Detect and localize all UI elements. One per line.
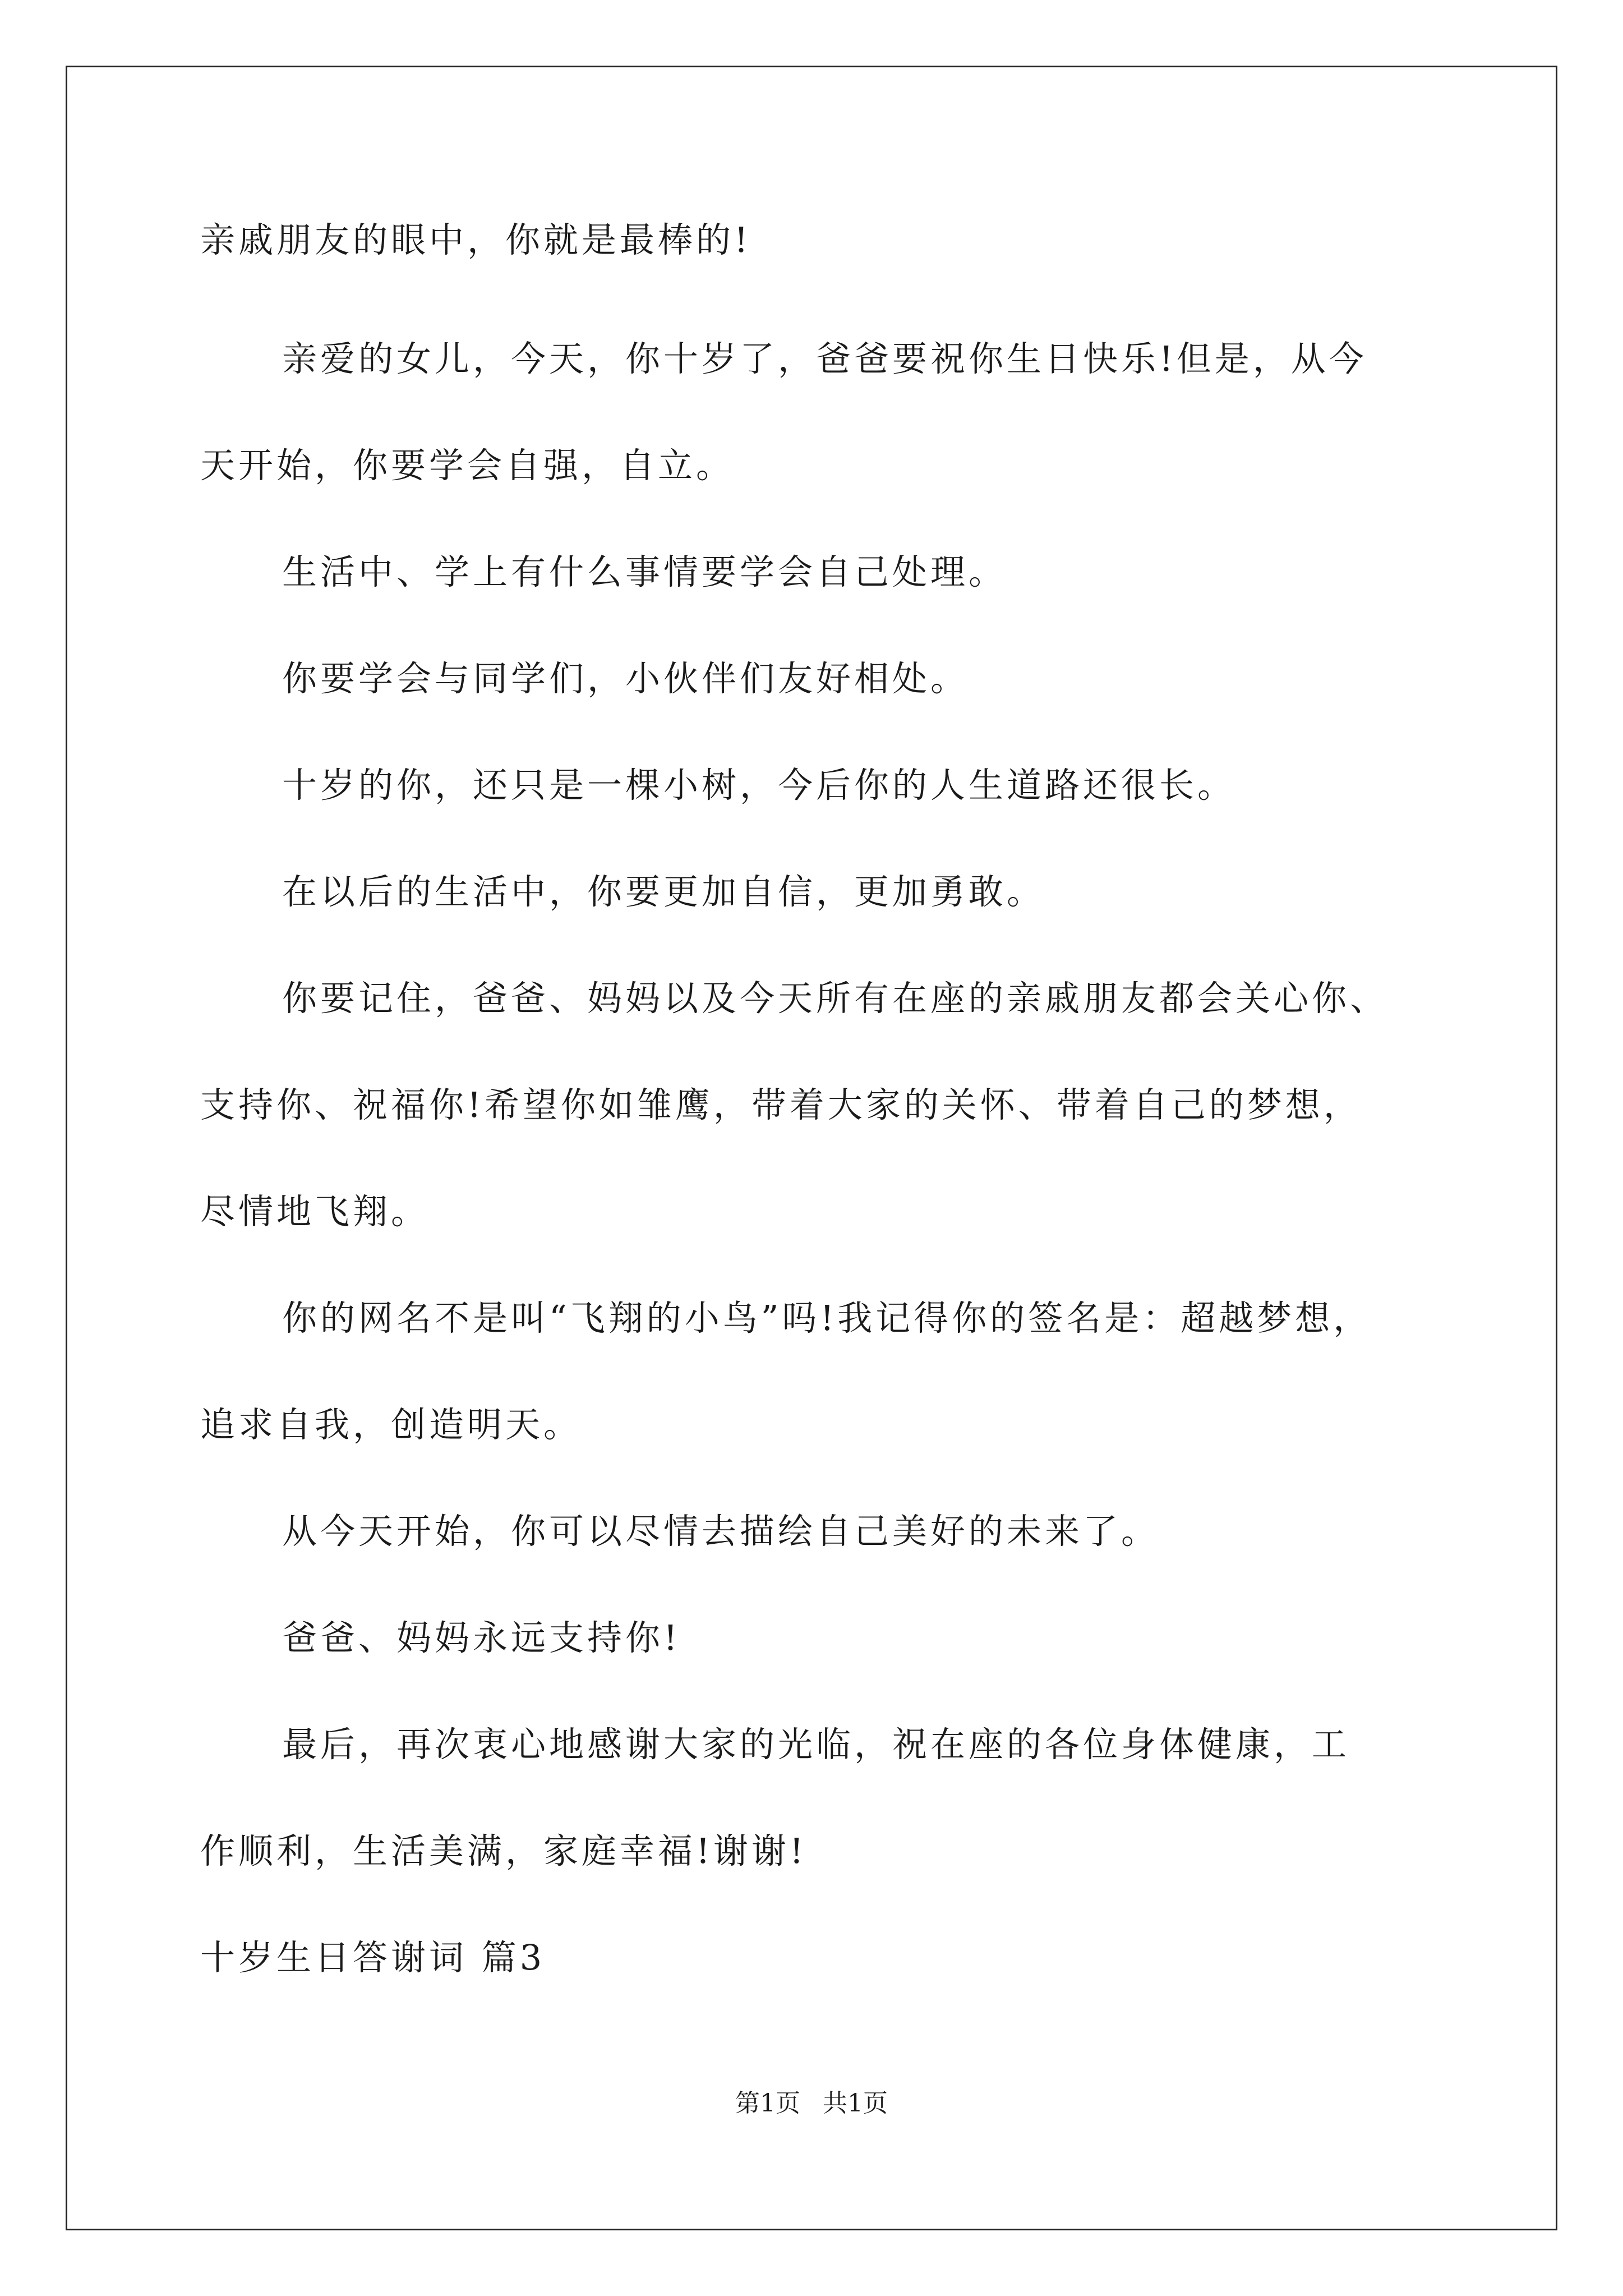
section-heading: 十岁生日答谢词 篇3: [200, 1937, 546, 1978]
page-border: [66, 66, 1557, 2230]
text-line: 十岁的你，还只是一棵小树，今后你的人生道路还很长。: [282, 765, 1236, 806]
text-line: 亲爱的女儿，今天，你十岁了，爸爸要祝你生日快乐!但是，从今: [282, 338, 1367, 379]
page-footer: [0, 2088, 1623, 2119]
text-line: 最后，再次衷心地感谢大家的光临，祝在座的各位身体健康，工: [282, 1724, 1350, 1765]
page-number: 第1页: [735, 2089, 800, 2118]
text-line: 爸爸、妈妈永远支持你!: [282, 1617, 681, 1658]
text-line: 亲戚朋友的眼中，你就是最棒的!: [200, 219, 751, 260]
text-line: 尽情地飞翔。: [200, 1191, 430, 1232]
text-line: 支持你、祝福你!希望你如雏鹰，带着大家的关怀、带着自己的梦想，: [200, 1084, 1362, 1125]
page-total: 共1页: [823, 2089, 888, 2118]
text-line: 作顺利，生活美满，家庭幸福!谢谢!: [200, 1830, 807, 1871]
text-line: 在以后的生活中，你要更加自信，更加勇敢。: [282, 871, 1045, 912]
text-line: 你要记住，爸爸、妈妈以及今天所有在座的亲戚朋友都会关心你、: [282, 978, 1389, 1019]
text-line: 你要学会与同学们，小伙伴们友好相处。: [282, 658, 969, 699]
text-line: 天开始，你要学会自强，自立。: [200, 445, 735, 486]
text-line: 从今天开始，你可以尽情去描绘自己美好的未来了。: [282, 1511, 1160, 1552]
text-line: 追求自我，创造明天。: [200, 1404, 582, 1445]
text-line: 生活中、学上有什么事情要学会自己处理。: [282, 551, 1007, 592]
text-line: 你的网名不是叫“飞翔的小鸟”吗!我记得你的签名是：超越梦想，: [282, 1297, 1372, 1338]
